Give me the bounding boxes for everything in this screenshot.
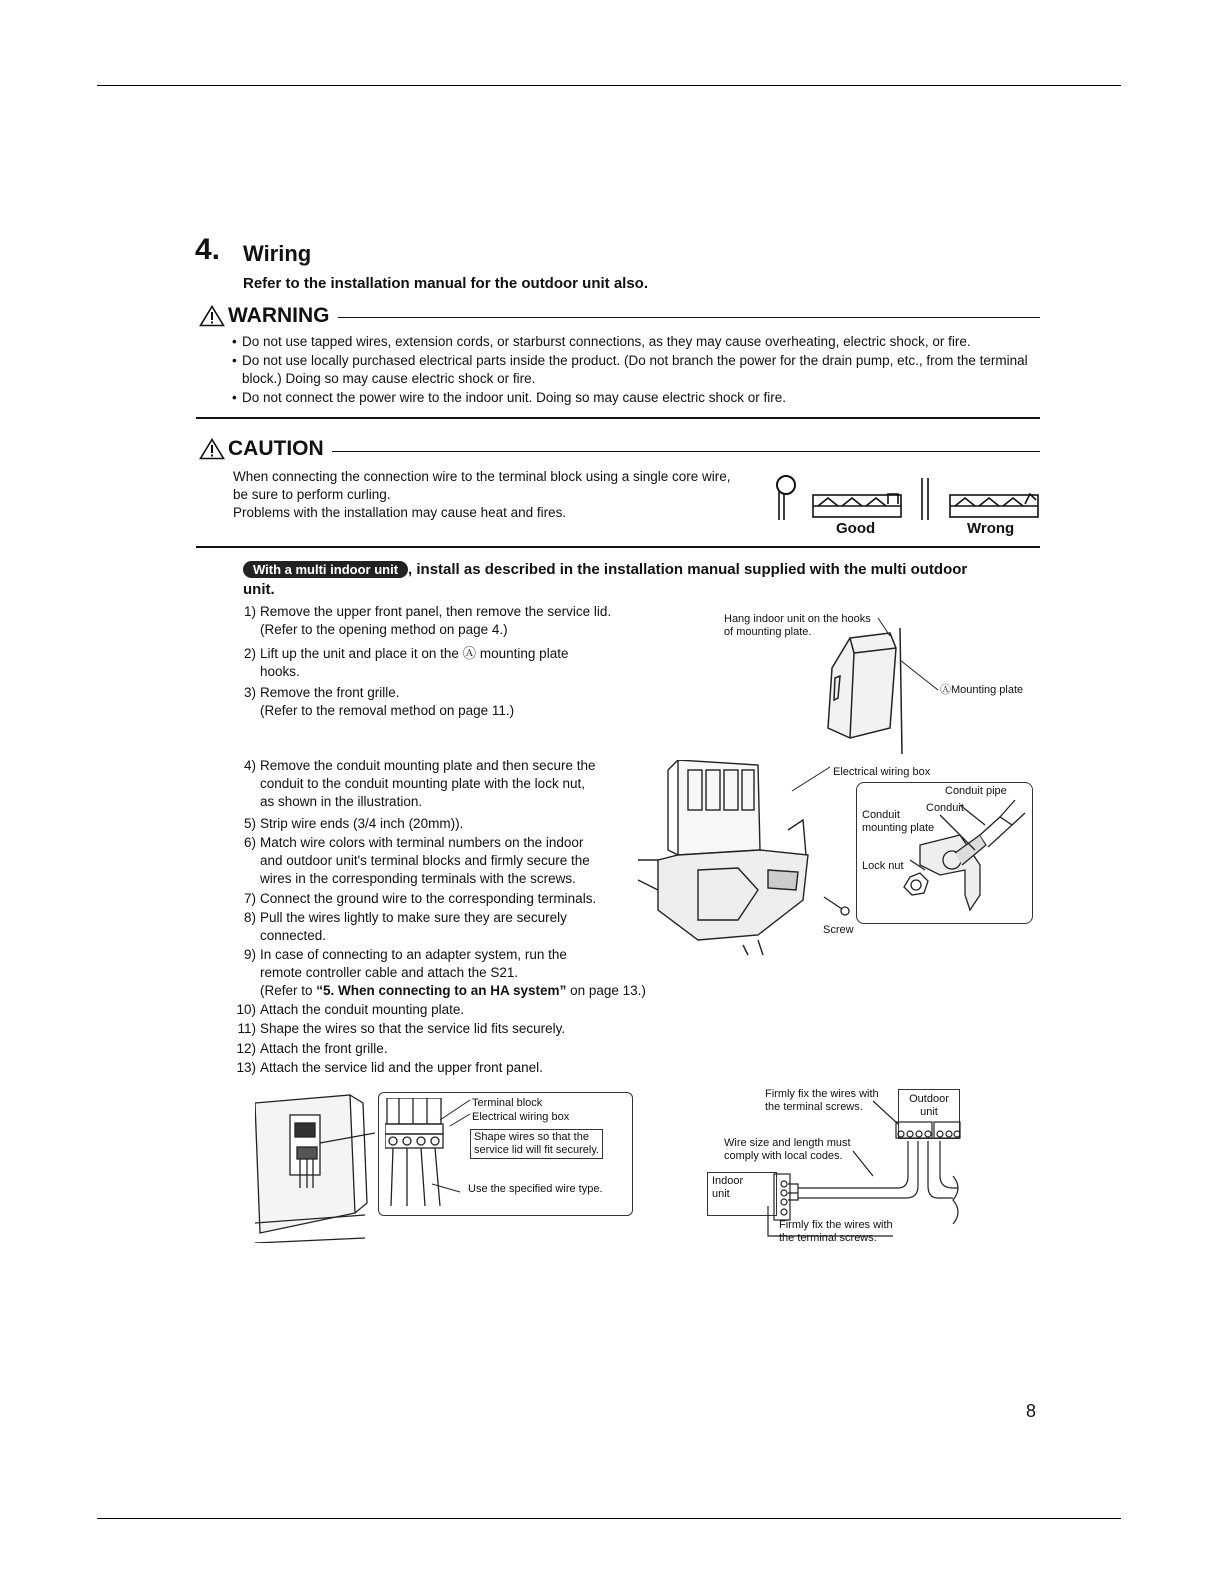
bottom-rule [97,1518,1121,1519]
fig2-conduit-label: Conduit [926,802,964,814]
section-number: 4. [195,233,221,266]
step-9: 9) In case of connecting to an adapter system, run the remote controller cable and attach the S21. (Refer to “5. When connecting to an HA system” on page 13.) [243,947,646,998]
top-rule [97,85,1121,86]
screw-icon [820,893,860,923]
step-13: 13) Attach the service lid and the upper front panel. [236,1060,543,1075]
warning-header [199,304,330,328]
fig3-wiretype-label: Use the specified wire type. [468,1183,603,1195]
caution-line: When connecting the connection wire to the terminal block using a single core wire, [233,469,731,484]
page-number: 8 [1026,1401,1037,1421]
fig4-fix2-label: Firmly fix the wires with the terminal screws. [779,1219,893,1244]
caution-triangle-icon [199,438,225,460]
indoor-unit-wiring-illustration [255,1093,375,1243]
multi-unit-text-2: unit. [243,581,275,598]
step-1: 1) Remove the upper front panel, then remove the service lid. (Refer to the opening method on page 4.) [243,604,612,637]
fig4-size-label: Wire size and length must comply with local codes. [724,1137,851,1162]
fig1-plate-label: ⒶMounting plate [940,684,1024,696]
fig1-hang-label: Hang indoor unit on the hooks of mounting plate. [724,613,871,638]
caution-header [199,437,324,461]
multi-unit-text: , install as described in the installation manual supplied with the multi outdoor [408,561,968,578]
warning-list [232,333,1042,407]
fig2-pipe-label: Conduit pipe [945,785,1007,797]
fig3-ewb-label: Electrical wiring box [472,1111,570,1123]
step-6: 6) Match wire colors with terminal numbers on the indoor and outdoor unit's terminal blocks and firmly secure the wires in the corresponding terminals with the screws. [243,835,590,886]
fig2-screw-label: Screw [823,924,854,936]
warning-triangle-icon [199,305,225,327]
warning-item: • Do not use locally purchased electrical parts inside the product. (Do not branch the power for the drain pump, etc., from the terminal block.) Doing so may cause electric shock or fire. [232,352,1042,388]
good-label: Good [836,520,876,537]
warning-bottom-rule [196,417,1040,419]
step-4: 4) Remove the conduit mounting plate and then secure the conduit to the conduit mounting plate with the lock nut, as shown in the illustration. [243,758,596,809]
fig2-ewb-label: Electrical wiring box [833,766,931,778]
indoor-unit-box: Indoor unit [707,1172,777,1216]
caution-header-line [332,451,1040,452]
caution-text [233,468,731,522]
step-10: 10) Attach the conduit mounting plate. [236,1002,465,1017]
step-7: 7) Connect the ground wire to the corresponding terminals. [243,891,597,906]
fig2-cmp-label: Conduit mounting plate [862,809,935,834]
caution-label: CAUTION [228,437,324,460]
multi-unit-note [243,561,1043,578]
wrong-label: Wrong [967,520,1015,537]
section-subtitle: Refer to the installation manual for the outdoor unit also. [243,275,649,292]
conduit-detail-drawing [880,795,1030,920]
step-2: 2) Lift up the unit and place it on the Ⓐ mounting plate hooks. [243,646,569,679]
outdoor-unit-box: Outdoor unit [898,1089,960,1139]
warning-item: • Do not use tapped wires, extension cords, or starburst connections, as they may cause overheating, electric shock, or fire. [232,333,1042,351]
step-12: 12) Attach the front grille. [236,1041,388,1056]
caution-line: be sure to perform curling. [233,487,391,502]
caution-bottom-rule [196,546,1040,548]
warning-item: • Do not connect the power wire to the indoor unit. Doing so may cause electric shock or fire. [232,389,1042,407]
curling-illustration [770,470,1045,522]
fig3-shape-note: Shape wires so that the service lid will fit securely. [470,1129,603,1159]
fig2-locknut-label: Lock nut [862,860,904,872]
step-3: 3) Remove the front grille. (Refer to the removal method on page 11.) [243,685,515,718]
step-5: 5) Strip wire ends (3/4 inch (20mm)). [243,816,464,831]
fig4-fix1-label: Firmly fix the wires with the terminal screws. [765,1088,879,1113]
warning-label: WARNING [228,304,330,327]
section-title: Wiring [243,241,312,266]
caution-line: Problems with the installation may cause heat and fires. [233,505,567,520]
step-11: 11) Shape the wires so that the service lid fits securely. [237,1021,566,1036]
warning-header-line [338,317,1040,318]
fig1-leader-lines [870,618,950,698]
fig3-tb-label: Terminal block [472,1097,543,1109]
step-8: 8) Pull the wires lightly to make sure they are securely connected. [243,910,567,943]
multi-unit-badge: With a multi indoor unit [243,561,408,578]
